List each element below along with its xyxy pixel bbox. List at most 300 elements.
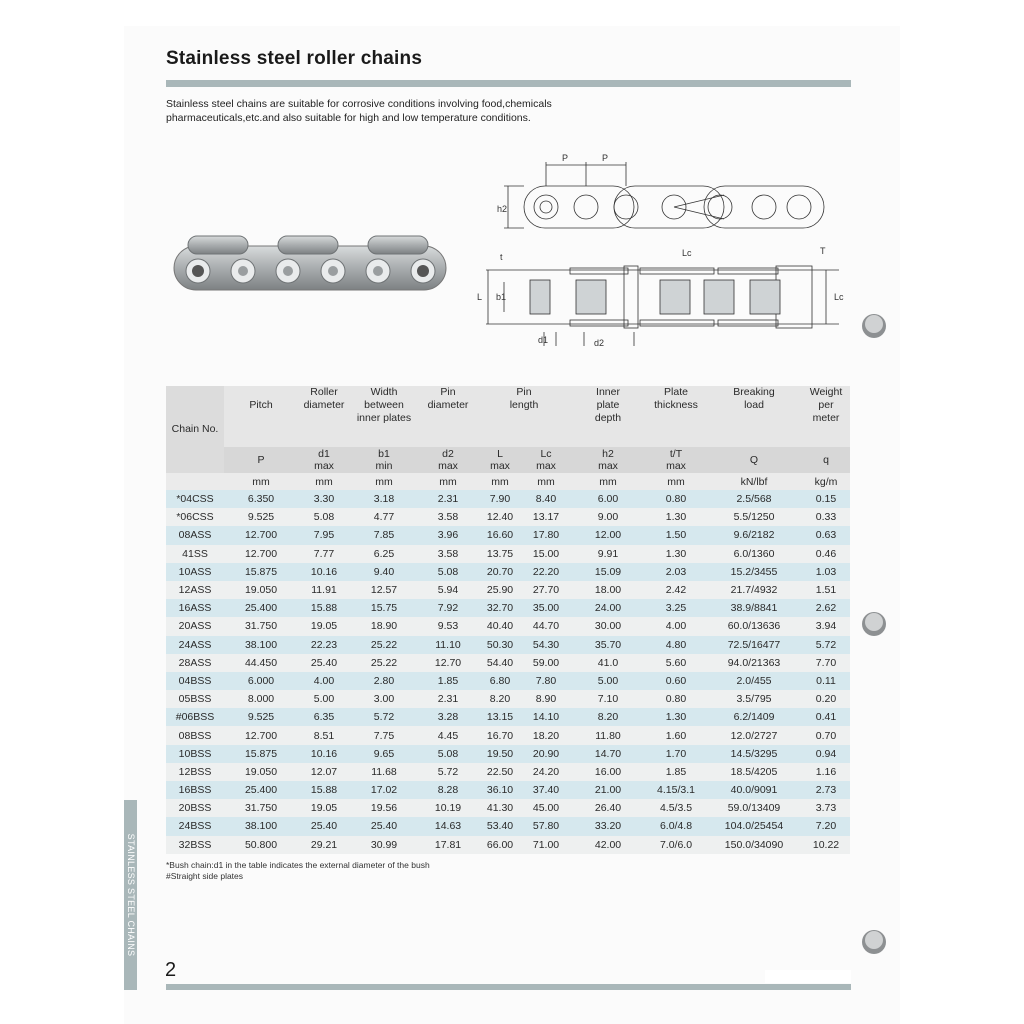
table-cell: 8.51	[313, 729, 335, 742]
table-cell: 3.18	[373, 493, 395, 506]
table-cell: 41.30	[486, 802, 514, 815]
table-cell: 17.80	[532, 529, 560, 542]
header-width: Width between inner plates	[350, 386, 418, 447]
intro-line-2: pharmaceuticals,etc.and also suitable for high and low temperature conditions.	[166, 111, 531, 124]
table-cell: 12.70	[434, 656, 462, 669]
table-cell: 38.100	[244, 638, 278, 651]
table-cell: 6.80	[489, 674, 511, 687]
table-cell: 29.21	[310, 838, 338, 851]
title-rule	[166, 80, 851, 87]
table-cell: 24.00	[594, 602, 622, 615]
table-cell: 33.20	[594, 820, 622, 833]
table-cell: 9.65	[373, 747, 395, 760]
table-cell: 15.875	[244, 565, 278, 578]
header-chain-no: Chain No.	[166, 386, 224, 473]
table-cell: 3.5/795	[736, 693, 772, 706]
table-cell: 6.2/1409	[733, 711, 775, 724]
specs-table-body	[166, 490, 850, 854]
table-cell: 21.00	[594, 784, 622, 797]
table-row	[166, 817, 850, 835]
table-cell: 30.00	[594, 620, 622, 633]
unit-L: mm	[478, 473, 522, 490]
chain-side-view-diagram	[494, 150, 834, 240]
table-row	[166, 654, 850, 672]
table-cell: 2.0/455	[736, 674, 772, 687]
page-number: 2	[165, 959, 177, 981]
table-cell: 104.0/25454	[724, 820, 784, 833]
chain-number-cell: 12ASS	[178, 584, 212, 597]
table-cell: 50.30	[486, 638, 514, 651]
table-cell: 8.20	[597, 711, 619, 724]
table-cell: 0.41	[815, 711, 837, 724]
table-cell: 38.100	[244, 820, 278, 833]
footer-rule	[166, 984, 851, 990]
table-cell: 5.08	[437, 565, 459, 578]
specs-table	[166, 386, 850, 854]
intro-text	[166, 98, 726, 125]
table-cell: 3.28	[437, 711, 459, 724]
table-cell: 2.31	[437, 693, 459, 706]
table-cell: 9.6/2182	[733, 529, 775, 542]
table-cell: 10.16	[310, 565, 338, 578]
table-cell: 27.70	[532, 584, 560, 597]
page-title: Stainless steel roller chains	[166, 48, 423, 69]
note-straight-plates: #Straight side plates	[166, 871, 244, 881]
table-cell: 16.70	[486, 729, 514, 742]
table-cell: 12.57	[370, 584, 398, 597]
table-cell: 44.70	[532, 620, 560, 633]
pitch-label-1: P	[562, 153, 569, 163]
table-cell: 3.30	[313, 493, 335, 506]
table-cell: 8.20	[489, 693, 511, 706]
T-label: T	[820, 246, 826, 256]
chain-number-cell: 20BSS	[178, 802, 212, 815]
table-cell: 94.0/21363	[727, 656, 781, 669]
table-cell: 60.0/13636	[727, 620, 781, 633]
table-cell: 35.70	[594, 638, 622, 651]
table-cell: 15.09	[594, 565, 622, 578]
table-cell: 7.10	[597, 693, 619, 706]
table-cell: 18.90	[370, 620, 398, 633]
table-row	[166, 836, 850, 854]
table-cell: 12.07	[310, 765, 338, 778]
table-cell: 4.5/3.5	[659, 802, 693, 815]
unit-Lc: mm	[522, 473, 570, 490]
table-cell: 5.00	[313, 693, 335, 706]
b1-label: b1	[496, 292, 507, 302]
table-cell: 19.050	[244, 584, 278, 597]
table-cell: 0.80	[665, 493, 687, 506]
table-cell: 59.00	[532, 656, 560, 669]
table-cell: 15.00	[532, 547, 560, 560]
table-cell: 25.40	[370, 820, 398, 833]
table-cell: 6.0/4.8	[659, 820, 693, 833]
table-cell: 30.99	[370, 838, 398, 851]
table-cell: 5.5/1250	[733, 511, 775, 524]
table-cell: 14.63	[434, 820, 462, 833]
table-cell: 25.40	[310, 656, 338, 669]
table-cell: 1.60	[665, 729, 687, 742]
table-row	[166, 726, 850, 744]
table-cell: 11.68	[371, 765, 397, 778]
table-row	[166, 708, 850, 726]
table-cell: 0.63	[815, 529, 837, 542]
table-cell: 41.0	[597, 656, 619, 669]
table-row	[166, 763, 850, 781]
table-cell: 15.88	[310, 784, 338, 797]
symbol-b1: b1 min	[350, 447, 418, 473]
symbol-d1: d1 max	[298, 447, 350, 473]
table-cell: 0.11	[816, 674, 836, 687]
header-pin-diameter: Pin diameter	[418, 386, 478, 447]
table-cell: 0.15	[815, 493, 837, 506]
table-cell: 25.400	[244, 784, 278, 797]
table-cell: 22.50	[486, 765, 514, 778]
table-cell: 10.22	[812, 838, 840, 851]
table-cell: 3.96	[437, 529, 459, 542]
table-cell: 21.7/4932	[730, 584, 778, 597]
table-cell: 3.25	[665, 602, 687, 615]
table-notes	[166, 860, 430, 882]
table-cell: 37.40	[532, 784, 560, 797]
table-cell: 71.00	[532, 838, 560, 851]
table-cell: 6.000	[247, 674, 275, 687]
table-cell: 59.0/13409	[727, 802, 781, 815]
table-cell: 15.75	[370, 602, 398, 615]
table-cell: 16.60	[486, 529, 514, 542]
table-cell: 57.80	[532, 820, 560, 833]
table-cell: 44.450	[244, 656, 278, 669]
table-cell: 13.17	[532, 511, 560, 524]
header-breaking-load: Breaking load	[706, 386, 802, 447]
table-cell: 11.91	[311, 584, 337, 597]
table-cell: 25.22	[370, 638, 398, 651]
symbol-L: L max	[478, 447, 522, 473]
table-cell: 5.72	[437, 765, 459, 778]
table-cell: 9.525	[247, 711, 275, 724]
chain-number-cell: 20ASS	[178, 620, 212, 633]
table-cell: 36.10	[486, 784, 514, 797]
table-cell: 50.800	[244, 838, 278, 851]
chain-number-cell: 05BSS	[178, 693, 212, 706]
binder-hole-1	[858, 310, 898, 344]
table-cell: 5.08	[313, 511, 335, 524]
Lc-top-label: Lc	[682, 248, 692, 258]
table-cell: 6.350	[247, 493, 275, 506]
table-row	[166, 672, 850, 690]
t-label: t	[500, 252, 503, 262]
table-cell: 7.92	[437, 602, 459, 615]
table-cell: 7.0/6.0	[659, 838, 693, 851]
table-cell: 0.60	[665, 674, 687, 687]
chain-number-cell: 24ASS	[178, 638, 212, 651]
table-cell: 13.15	[486, 711, 514, 724]
d2-label: d2	[594, 338, 605, 348]
table-cell: 19.05	[310, 620, 338, 633]
binder-hole-2	[858, 608, 898, 642]
table-cell: 5.60	[665, 656, 687, 669]
table-row	[166, 526, 850, 544]
table-cell: 5.72	[815, 638, 837, 651]
table-cell: 8.28	[437, 784, 459, 797]
table-cell: 1.16	[815, 765, 837, 778]
table-cell: 1.30	[665, 711, 687, 724]
unit-p: mm	[224, 473, 298, 490]
table-cell: 2.42	[665, 584, 687, 597]
symbol-tT: t/T max	[646, 447, 706, 473]
table-cell: 2.5/568	[736, 493, 772, 506]
table-row	[166, 617, 850, 635]
table-cell: 17.02	[370, 784, 398, 797]
header-weight: Weight per meter	[802, 386, 850, 447]
unit-b1: mm	[350, 473, 418, 490]
chain-number-cell: 08BSS	[178, 729, 212, 742]
table-row	[166, 745, 850, 763]
table-cell: 9.40	[373, 565, 395, 578]
table-cell: 15.2/3455	[730, 565, 778, 578]
chain-number-cell: 04BSS	[178, 674, 212, 687]
table-cell: 19.050	[244, 765, 278, 778]
table-cell: 1.51	[815, 584, 837, 597]
table-cell: 16.00	[594, 765, 622, 778]
table-cell: 0.70	[815, 729, 837, 742]
table-cell: 2.73	[815, 784, 837, 797]
table-cell: 12.700	[244, 547, 278, 560]
table-cell: 2.31	[437, 493, 459, 506]
table-cell: 18.20	[532, 729, 560, 742]
unit-h2: mm	[570, 473, 646, 490]
symbol-d2: d2 max	[418, 447, 478, 473]
table-cell: 17.81	[434, 838, 462, 851]
table-row	[166, 799, 850, 817]
table-row	[166, 781, 850, 799]
table-cell: 15.88	[310, 602, 338, 615]
h2-label: h2	[497, 204, 508, 214]
table-cell: 1.70	[665, 747, 687, 760]
table-cell: 20.70	[486, 565, 514, 578]
L-label: L	[477, 292, 483, 302]
table-cell: 6.0/1360	[733, 547, 775, 560]
table-cell: 12.700	[244, 529, 278, 542]
table-cell: 12.40	[486, 511, 514, 524]
d1-label: d1	[538, 335, 549, 345]
table-cell: 12.00	[594, 529, 622, 542]
table-cell: 8.000	[247, 693, 275, 706]
table-cell: 4.77	[373, 511, 395, 524]
table-cell: 6.00	[597, 493, 619, 506]
table-cell: 12.0/2727	[730, 729, 778, 742]
table-cell: 72.5/16477	[727, 638, 781, 651]
table-cell: 10.16	[310, 747, 338, 760]
table-cell: 9.525	[247, 511, 275, 524]
table-cell: 42.00	[594, 838, 622, 851]
table-cell: 3.00	[373, 693, 395, 706]
table-cell: 5.94	[437, 584, 459, 597]
table-cell: 22.20	[532, 565, 560, 578]
pitch-label-2: P	[602, 153, 609, 163]
table-cell: 1.85	[437, 674, 459, 687]
symbol-Lc: Lc max	[522, 447, 570, 473]
table-cell: 19.56	[370, 802, 398, 815]
table-cell: 25.22	[370, 656, 398, 669]
Lc-side-label: Lc	[834, 292, 844, 302]
table-cell: 66.00	[486, 838, 514, 851]
chain-number-cell: 12BSS	[178, 765, 212, 778]
table-cell: 0.80	[665, 693, 687, 706]
table-cell: 40.0/9091	[730, 784, 778, 797]
chain-number-cell: 16BSS	[178, 784, 212, 797]
table-row	[166, 545, 850, 563]
table-cell: 14.10	[532, 711, 560, 724]
table-cell: 15.875	[244, 747, 278, 760]
chain-top-view-diagram	[474, 242, 854, 352]
table-cell: 3.58	[437, 547, 459, 560]
table-cell: 4.00	[665, 620, 687, 633]
unit-q: kg/m	[802, 473, 850, 490]
header-roller: Roller diameter	[298, 386, 350, 447]
table-cell: 25.400	[244, 602, 278, 615]
table-cell: 20.90	[532, 747, 560, 760]
table-cell: 11.80	[595, 729, 621, 742]
table-cell: 2.03	[665, 565, 687, 578]
table-cell: 24.20	[532, 765, 560, 778]
chain-number-cell: 10ASS	[178, 565, 212, 578]
table-cell: 54.40	[486, 656, 514, 669]
chain-number-cell: 41SS	[182, 547, 208, 560]
table-cell: 1.50	[665, 529, 687, 542]
table-row	[166, 563, 850, 581]
chain-number-cell: #06BSS	[175, 711, 215, 724]
table-cell: 3.58	[437, 511, 459, 524]
table-cell: 25.40	[310, 820, 338, 833]
table-cell: 2.62	[815, 602, 837, 615]
table-cell: 35.00	[532, 602, 560, 615]
chain-number-cell: 16ASS	[178, 602, 212, 615]
symbol-q: q	[802, 447, 850, 473]
table-cell: 150.0/34090	[724, 838, 784, 851]
chain-number-cell: *04CSS	[176, 493, 214, 506]
table-cell: 7.70	[815, 656, 837, 669]
unit-d1: mm	[298, 473, 350, 490]
table-cell: 22.23	[310, 638, 338, 651]
table-cell: 0.20	[815, 693, 837, 706]
table-cell: 7.20	[815, 820, 837, 833]
table-cell: 31.750	[244, 620, 278, 633]
table-cell: 2.80	[373, 674, 395, 687]
table-cell: 40.40	[486, 620, 514, 633]
table-cell: 4.00	[313, 674, 335, 687]
chain-number-cell: *06CSS	[176, 511, 214, 524]
table-row	[166, 490, 850, 508]
side-tab-label: STAINLESS STEEL CHAINS	[126, 833, 136, 957]
chain-number-cell: 08ASS	[178, 529, 212, 542]
table-cell: 10.19	[434, 802, 462, 815]
table-cell: 18.00	[594, 584, 622, 597]
table-cell: 1.85	[665, 765, 687, 778]
table-cell: 7.90	[489, 493, 511, 506]
table-cell: 13.75	[486, 547, 514, 560]
table-cell: 31.750	[244, 802, 278, 815]
unit-tT: mm	[646, 473, 706, 490]
table-cell: 9.91	[597, 547, 619, 560]
table-cell: 18.5/4205	[730, 765, 778, 778]
table-cell: 45.00	[532, 802, 560, 815]
table-row	[166, 690, 850, 708]
table-cell: 6.25	[373, 547, 395, 560]
chain-number-cell: 24BSS	[178, 820, 212, 833]
table-cell: 7.85	[373, 529, 395, 542]
table-cell: 6.35	[313, 711, 335, 724]
table-cell: 9.00	[597, 511, 619, 524]
table-cell: 5.72	[373, 711, 395, 724]
table-cell: 4.45	[437, 729, 459, 742]
table-cell: 3.73	[815, 802, 837, 815]
table-cell: 14.70	[594, 747, 622, 760]
header-pin-length: Pin length	[478, 386, 570, 447]
table-cell: 8.90	[535, 693, 557, 706]
table-row	[166, 599, 850, 617]
chain-photo	[168, 228, 458, 298]
table-row	[166, 508, 850, 526]
footer-blank-box	[765, 970, 851, 983]
symbol-Q: Q	[706, 447, 802, 473]
binder-hole-3	[858, 926, 898, 960]
table-cell: 0.94	[815, 747, 837, 760]
table-cell: 1.30	[665, 547, 687, 560]
table-cell: 12.700	[244, 729, 278, 742]
table-cell: 4.15/3.1	[657, 784, 695, 797]
table-cell: 1.30	[665, 511, 687, 524]
table-cell: 5.00	[597, 674, 619, 687]
table-cell: 54.30	[532, 638, 560, 651]
table-cell: 14.5/3295	[730, 747, 778, 760]
unit-Q: kN/lbf	[706, 473, 802, 490]
chain-number-cell: 10BSS	[178, 747, 212, 760]
chain-number-cell: 32BSS	[178, 838, 212, 851]
table-cell: 7.77	[313, 547, 335, 560]
header-pitch: Pitch	[224, 386, 298, 447]
note-bush-chain: *Bush chain:d1 in the table indicates the external diameter of the bush	[166, 860, 430, 870]
table-row	[166, 636, 850, 654]
unit-d2: mm	[418, 473, 478, 490]
table-cell: 19.05	[310, 802, 338, 815]
table-cell: 32.70	[486, 602, 514, 615]
table-row	[166, 581, 850, 599]
table-cell: 38.9/8841	[730, 602, 778, 615]
table-cell: 3.94	[815, 620, 837, 633]
table-cell: 53.40	[486, 820, 514, 833]
unit-blank	[166, 473, 224, 490]
table-cell: 7.95	[313, 529, 335, 542]
table-cell: 25.90	[486, 584, 514, 597]
chain-number-cell: 28ASS	[178, 656, 212, 669]
table-cell: 8.40	[535, 493, 557, 506]
symbol-p: P	[224, 447, 298, 473]
header-inner-plate: Inner plate depth	[570, 386, 646, 447]
symbol-h2: h2 max	[570, 447, 646, 473]
table-cell: 11.10	[435, 638, 461, 651]
table-cell: 4.80	[665, 638, 687, 651]
intro-line-1: Stainless steel chains are suitable for corrosive conditions involving food,chemicals	[166, 98, 552, 110]
table-cell: 0.46	[815, 547, 837, 560]
table-cell: 9.53	[437, 620, 459, 633]
table-cell: 7.75	[373, 729, 395, 742]
table-cell: 26.40	[594, 802, 622, 815]
table-cell: 0.33	[815, 511, 837, 524]
table-cell: 5.08	[437, 747, 459, 760]
table-cell: 7.80	[535, 674, 557, 687]
header-plate-thickness: Plate thickness	[646, 386, 706, 447]
